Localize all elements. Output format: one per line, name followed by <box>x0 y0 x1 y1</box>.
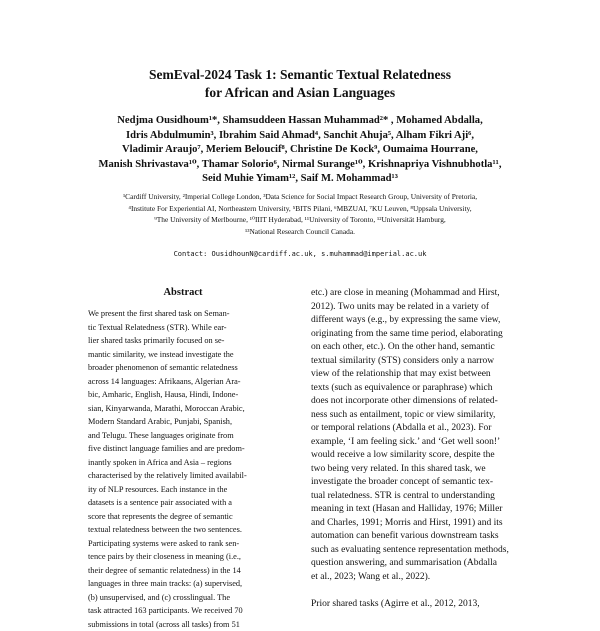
abstract-line: score that represents the degree of semantic <box>88 510 247 524</box>
body-text-line <box>311 584 509 598</box>
abstract-line: ity of NLP resources. Each instance in the <box>88 483 247 497</box>
affiliations <box>70 191 530 237</box>
body-text-line: originating from the same time period, elaborating <box>311 328 509 342</box>
body-text-line: ness such as entailment, topic or view similarity, <box>311 409 509 423</box>
abstract-line: tic Textual Relatedness (STR). While ear- <box>88 321 247 335</box>
body-text-line: textual similarity (STS) considers only a narrow <box>311 355 509 369</box>
abstract-line: datasets is a sentence pair associated with a <box>88 496 247 510</box>
abstract-line: Modern Standard Arabic, Punjabi, Spanish, <box>88 415 247 429</box>
abstract-line: mantic similarity, we instead investigate the <box>88 348 247 362</box>
body-text-line: tual relatedness. STR is central to understanding <box>311 490 509 504</box>
abstract-line: five distinct language families and are predom- <box>88 442 247 456</box>
body-text-line: would receive a low similarity score, despite the <box>311 449 509 463</box>
body-text-line: such as evaluating sentence representation methods, <box>311 544 509 558</box>
body-text-line: investigate the broader concept of semantic tex- <box>311 476 509 490</box>
abstract-line: inantly spoken in Africa and Asia – regions <box>88 456 247 470</box>
abstract-line: submissions in total (across all tasks) from 51 <box>88 618 247 631</box>
abstract-line: sian, Kinyarwanda, Marathi, Moroccan Arabic, <box>88 402 247 416</box>
abstract-line: bic, Amharic, English, Hausa, Hindi, Indone- <box>88 388 247 402</box>
body-text-line: two being very related. In this shared task, we <box>311 463 509 477</box>
abstract-line: and Telugu. These languages originate from <box>88 429 247 443</box>
abstract-line: their degree of semantic relatedness) in the 14 <box>88 564 247 578</box>
body-text-line: does not incorporate other dimensions of related- <box>311 395 509 409</box>
abstract-line: (b) unsupervised, and (c) crosslingual. The <box>88 591 247 605</box>
paper-title <box>0 66 600 102</box>
affiliations-line-1: ¹Cardiff University, ²Imperial College London, ³Data Science for Social Impact Research Group, University of Pretoria, <box>70 191 530 203</box>
abstract-line: languages in three main tracks: (a) supervised, <box>88 577 247 591</box>
abstract-line: across 14 languages: Afrikaans, Algerian Ara- <box>88 375 247 389</box>
body-text-line: on each other, etc.). On the other hand, semantic <box>311 341 509 355</box>
author-list <box>60 114 540 187</box>
body-text-line: texts (such as equivalence or paraphrase) which <box>311 382 509 396</box>
body-text-line: different ways (e.g., by expressing the same view, <box>311 314 509 328</box>
affiliations-line-4: ¹³National Research Council Canada. <box>70 226 530 238</box>
body-text-line: meaning in text (Hasan and Halliday, 1976; Miller <box>311 503 509 517</box>
authors-line-1: Nedjma Ousidhoum¹*, Shamsuddeen Hassan Muhammad²* , Mohamed Abdalla, <box>60 114 540 129</box>
abstract-line: broader phenomenon of semantic relatedness <box>88 361 247 375</box>
authors-line-5: Seid Muhie Yimam¹², Saif M. Mohammad¹³ <box>60 172 540 187</box>
introduction-body <box>311 287 509 611</box>
authors-line-3: Vladimir Araujo⁷, Meriem Beloucif⁸, Christine De Kock⁹, Oumaima Hourrane, <box>60 143 540 158</box>
abstract-line: We present the first shared task on Seman- <box>88 307 247 321</box>
authors-line-4: Manish Shrivastava¹⁰, Thamar Solorio⁶, Nirmal Surange¹⁰, Krishnapriya Vishnubhotla¹¹, <box>60 158 540 173</box>
abstract-heading: Abstract <box>88 287 278 298</box>
body-text-line: automation can benefit various downstream tasks <box>311 530 509 544</box>
abstract-line: tence pairs by their closeness in meaning (i.e., <box>88 550 247 564</box>
body-text-line: or temporal relations (Abdalla et al., 2023). For <box>311 422 509 436</box>
body-text-line: et al., 2023; Wang et al., 2022). <box>311 571 509 585</box>
abstract-line: lier shared tasks primarily focused on se- <box>88 334 247 348</box>
body-text-line: view of the relationship that may exist between <box>311 368 509 382</box>
abstract-body <box>88 307 247 631</box>
authors-line-2: Idris Abdulmumin³, Ibrahim Said Ahmad⁴, Sanchit Ahuja⁵, Alham Fikri Aji⁶, <box>60 129 540 144</box>
body-text-line: 2012). Two units may be related in a variety of <box>311 301 509 315</box>
contact-line: Contact: OusidhounN@cardiff.ac.uk, s.muhammad@imperial.ac.uk <box>70 250 530 258</box>
affiliations-line-3: ⁹The University of Merlbourne, ¹⁰IIIT Hyderabad, ¹¹University of Toronto, ¹²Universität Hamburg, <box>70 214 530 226</box>
body-text-line: etc.) are close in meaning (Mohammad and Hirst, <box>311 287 509 301</box>
title-line-1: SemEval-2024 Task 1: Semantic Textual Relatedness <box>0 66 600 84</box>
abstract-line: characterised by the relatively limited availabil- <box>88 469 247 483</box>
body-text-line: example, ‘I am feeling sick.’ and ‘Get well soon!’ <box>311 436 509 450</box>
abstract-line: task attracted 163 participants. We received 70 <box>88 604 247 618</box>
affiliations-line-2: ⁴Institute For Experiential AI, Northeastern University, ⁵BITS Pilani, ⁶MBZUAI, ⁷KU Leuven, ⁸Uppsala University, <box>70 203 530 215</box>
body-text-line: Prior shared tasks (Agirre et al., 2012, 2013, <box>311 598 509 612</box>
abstract-line: Participating systems were asked to rank sen- <box>88 537 247 551</box>
body-text-line: question answering, and summarisation (Abdalla <box>311 557 509 571</box>
title-line-2: for African and Asian Languages <box>0 84 600 102</box>
abstract-line: textual relatedness between the two sentences. <box>88 523 247 537</box>
body-text-line: and Charles, 1991; Morris and Hirst, 1991) and its <box>311 517 509 531</box>
